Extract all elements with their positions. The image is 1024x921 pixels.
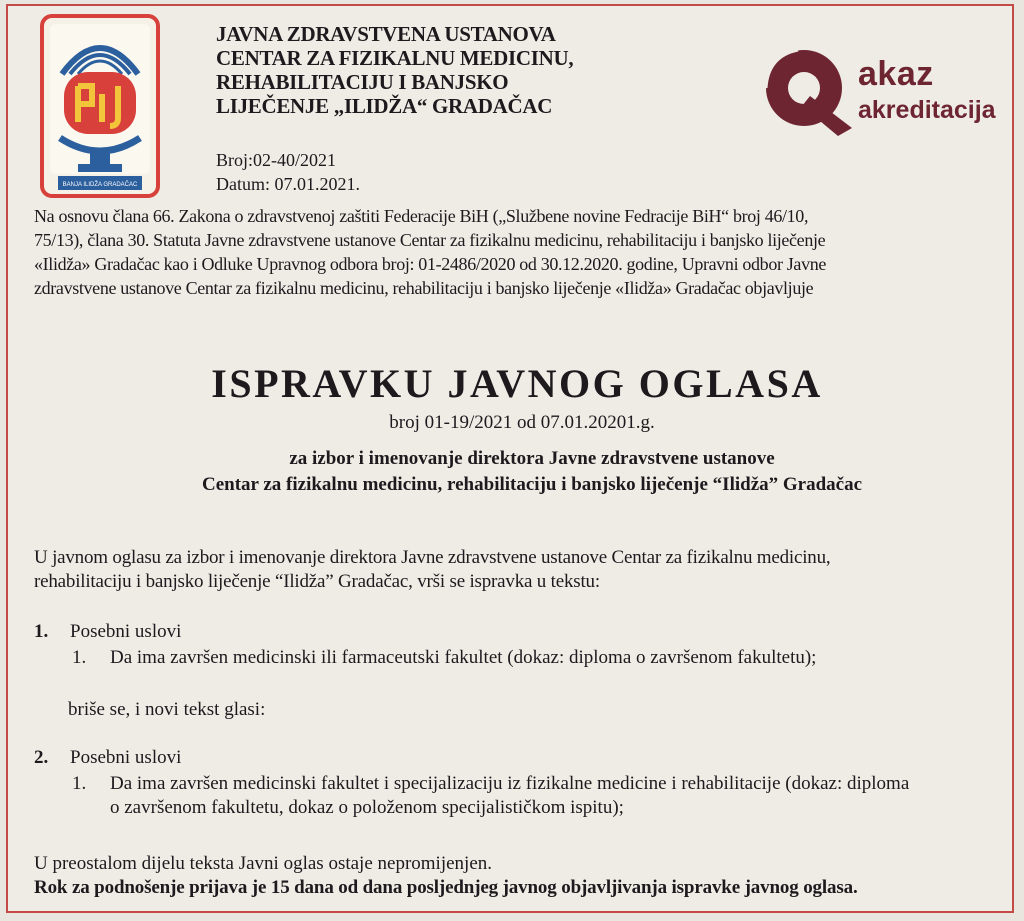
intro-line: 75/13), člana 30. Statuta Javne zdravstvene ustanove Centar za fizikalnu medicinu, rehabilitaciju i banjsko liječenje	[34, 230, 826, 250]
akaz-subtitle: akreditacija	[858, 96, 996, 124]
document-title: ISPRAVKU JAVNOG OGLASA	[211, 361, 823, 406]
document-number: broj 01-19/2021 od 07.01.20201.g.	[389, 412, 655, 433]
logo-caption: BANJA ILIDŽA GRADAČAC	[62, 182, 138, 188]
body-line: rehabilitaciju i banjsko liječenje “Ilidža” Gradačac, vrši se ispravka u tekstu:	[34, 571, 600, 592]
intro-paragraph	[34, 204, 1006, 300]
reference-date: Datum: 07.01.2021.	[216, 174, 360, 194]
intro-line: «Ilidža» Gradačac kao i Odluke Upravnog odbora broj: 01-2486/2020 od 30.12.2020. godine, Upravni odbor Javne	[34, 254, 827, 274]
section-1-heading	[34, 620, 181, 644]
closing-statement: U preostalom dijelu teksta Javni oglas ostaje nepromijenjen.	[34, 853, 493, 874]
reference-block	[216, 148, 360, 196]
section-2-item	[72, 772, 909, 796]
item-number: 1.	[72, 773, 87, 794]
section-number: 2.	[34, 747, 49, 768]
body-paragraph	[34, 546, 1009, 594]
org-name-line: LIJEČENJE „ILIDŽA“ GRADAČAC	[216, 94, 553, 118]
intro-line: Na osnovu člana 66. Zakona o zdravstvenoj zaštiti Federacije BiH („Službene novine Fedracije BiH“ broj 46/10,	[34, 206, 809, 226]
item-text: Da ima završen medicinski fakultet i specijalizaciju iz fizikalne medicine i rehabilitacije (dokaz: diploma	[110, 773, 910, 794]
body-line: U javnom oglasu za izbor i imenovanje direktora Javne zdravstvene ustanove Centar za fizikalnu medicinu,	[34, 547, 831, 568]
section-2-heading	[34, 746, 181, 770]
org-name-line: REHABILITACIJU I BANJSKO	[216, 70, 509, 94]
section-title: Posebni uslovi	[70, 621, 182, 642]
institution-logo	[40, 14, 160, 200]
document-subject	[0, 446, 1024, 498]
akaz-wordmark: akaz	[858, 55, 934, 93]
delete-note: briše se, i novi tekst glasi:	[68, 699, 266, 720]
organization-name	[216, 22, 573, 118]
section-1-item	[72, 646, 816, 670]
section-title: Posebni uslovi	[70, 747, 182, 768]
application-deadline: Rok za podnošenje prijava je 15 dana od dana posljednjeg javnog objavljivanja ispravke javnog oglasa.	[34, 877, 858, 898]
item-number: 1.	[72, 647, 87, 668]
org-name-line: CENTAR ZA FIZIKALNU MEDICINU,	[216, 46, 574, 70]
item-text: Da ima završen medicinski ili farmaceutski fakultet (dokaz: diploma o završenom fakultetu);	[110, 647, 817, 668]
reference-number: Broj:02-40/2021	[216, 150, 336, 170]
org-name-line: JAVNA ZDRAVSTVENA USTANOVA	[216, 22, 556, 46]
subject-line: za izbor i imenovanje direktora Javne zdravstvene ustanove	[289, 448, 775, 469]
section-2-item-continued: o završenom fakultetu, dokaz o položenom specijalističkom ispitu);	[110, 797, 624, 818]
subject-line: Centar za fizikalnu medicinu, rehabilitaciju i banjsko liječenje “Ilidža” Gradačac	[201, 474, 863, 495]
section-number: 1.	[34, 621, 49, 642]
intro-line: zdravstvene ustanove Centar za fizikalnu medicinu, rehabilitaciju i banjsko liječenje «Ilidža» Gradačac objavljuje	[34, 278, 814, 298]
